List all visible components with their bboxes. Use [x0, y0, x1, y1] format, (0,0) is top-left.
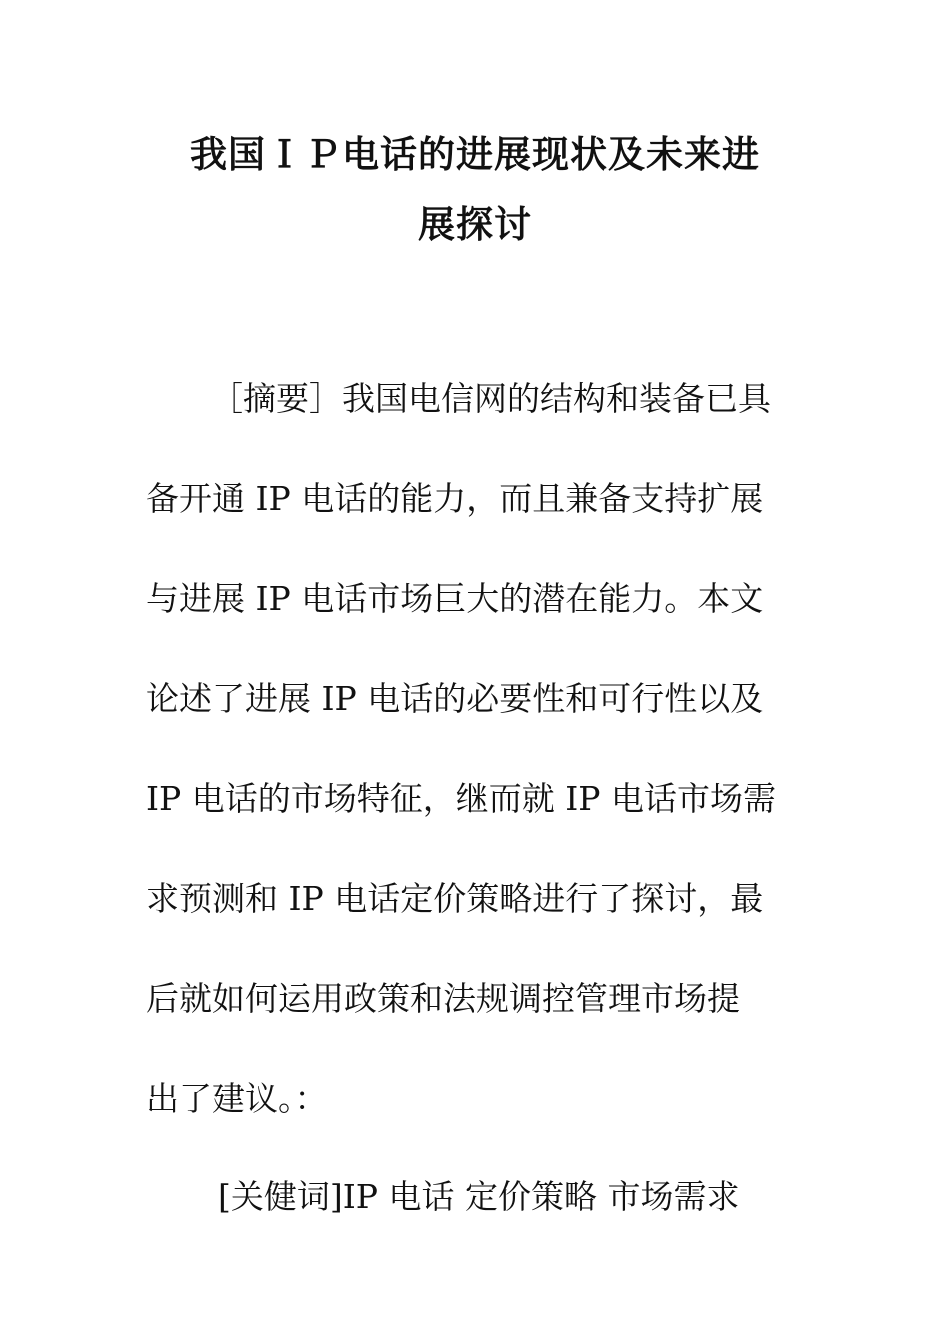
abstract-line-1: ［摘要］我国电信网的结构和装备已具 [210, 379, 771, 418]
abstract-line-8: 出了建议。： [146, 1079, 328, 1118]
title-line-1: 我国ＩＰ电话的进展现状及未来进 [190, 133, 760, 176]
keywords-line: [关健词]IP 电话 定价策略 市场需求 [218, 1177, 740, 1216]
abstract-line-3: 与进展 IP 电话市场巨大的潜在能力。本文 [146, 579, 764, 618]
title-line-2: 展探讨 [418, 203, 532, 246]
abstract-line-2: 备开通 IP 电话的能力，而且兼备支持扩展 [146, 479, 764, 518]
abstract-line-7: 后就如何运用政策和法规调控管理市场提 [146, 979, 740, 1018]
abstract-line-6: 求预测和 IP 电话定价策略进行了探讨，最 [146, 879, 764, 918]
document-title [140, 120, 810, 260]
abstract-line-4: 论述了进展 IP 电话的必要性和可行性以及 [146, 679, 764, 718]
abstract-line-5: IP 电话的市场特征，继而就 IP 电话市场需 [146, 779, 776, 818]
